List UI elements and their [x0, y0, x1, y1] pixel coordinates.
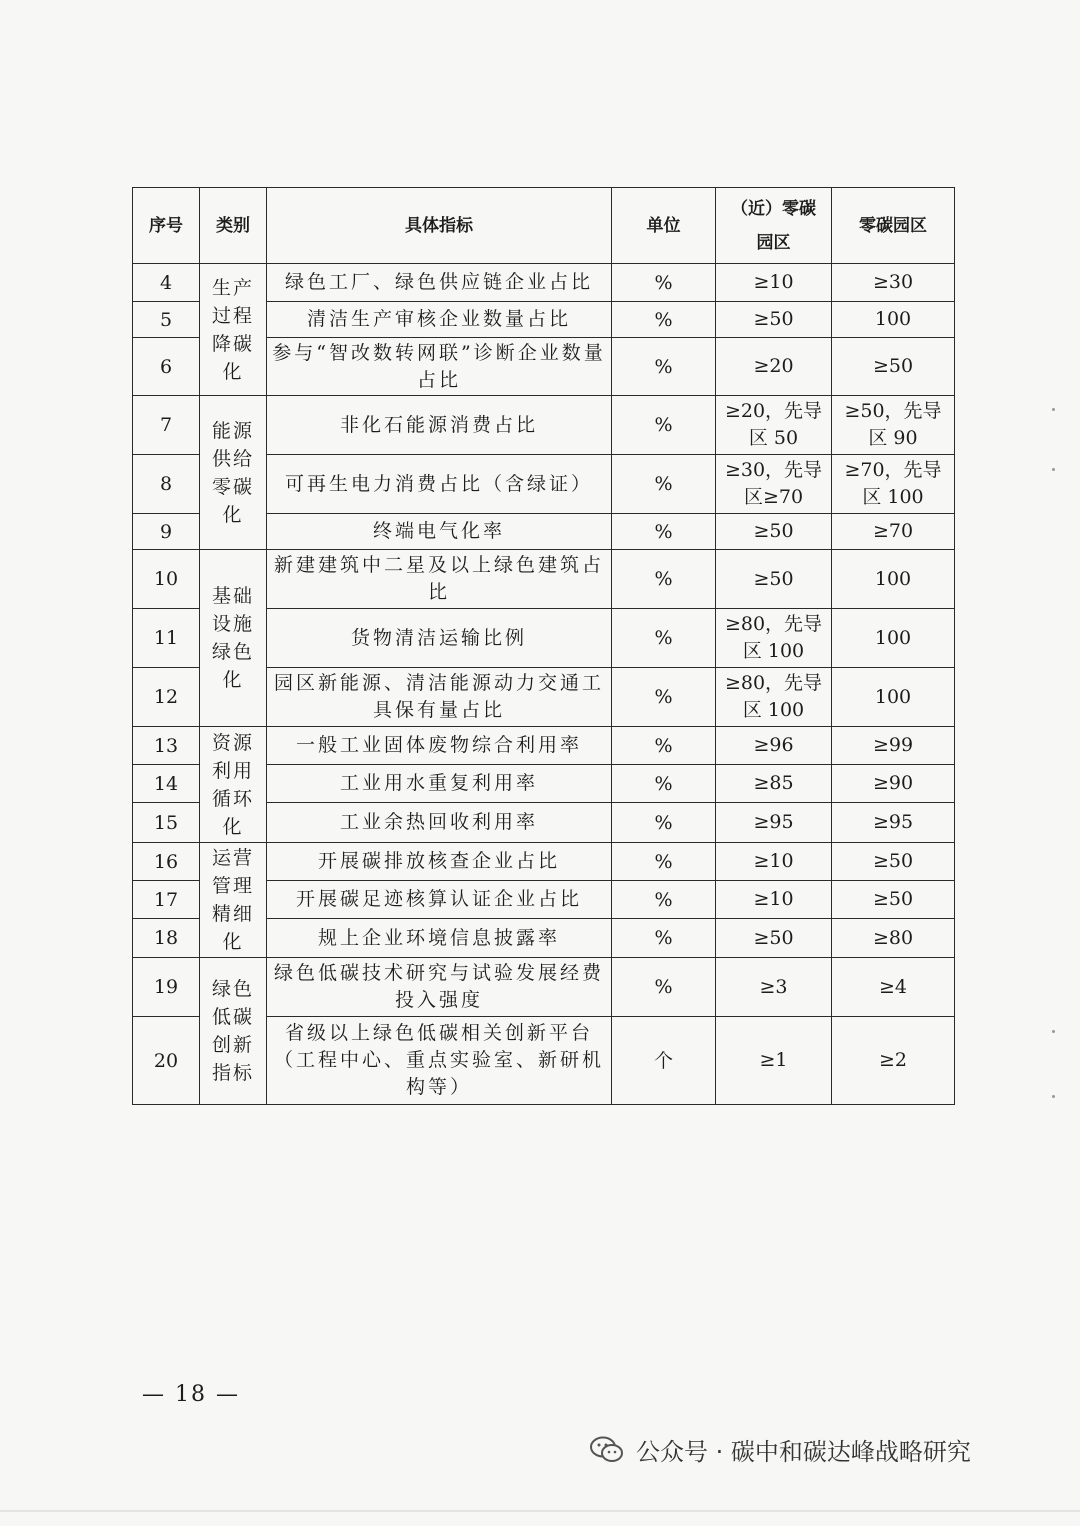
row-near-zero-target [716, 727, 832, 765]
row-near-zero-target [716, 550, 832, 609]
row-no: 16 [133, 843, 200, 881]
row-zero-target-line: ≥80 [872, 926, 914, 949]
category-line: 基础 [211, 585, 254, 607]
row-near-zero-target [716, 609, 832, 668]
category-line: 零碳 [211, 475, 254, 498]
category-line: 精细 [211, 903, 254, 925]
row-indicator-line: 开展碳足迹核算认证企业占比 [295, 888, 582, 910]
row-indicator-line: 占比 [416, 368, 461, 391]
row-indicator-line: （工程中心、重点实验室、新研机 [273, 1049, 604, 1071]
table-row [133, 958, 955, 1017]
row-indicator [267, 455, 612, 514]
row-category [200, 958, 267, 1105]
row-no: 13 [133, 727, 200, 765]
row-zero-target [832, 514, 955, 550]
row-indicator [267, 396, 612, 455]
scan-speck [1052, 408, 1055, 411]
category-line: 低碳 [211, 1006, 254, 1028]
category-line: 过程 [211, 304, 254, 327]
header-no: 序号 [133, 188, 200, 264]
category-line: 管理 [211, 875, 254, 897]
category-line: 化 [222, 815, 244, 838]
row-zero-target [832, 1017, 955, 1105]
row-unit: % [612, 455, 716, 514]
row-zero-target [832, 919, 955, 958]
header-near-zero-line2: 园区 [756, 232, 791, 253]
row-indicator [267, 727, 612, 765]
row-zero-target [832, 338, 955, 396]
table-header-row [133, 188, 955, 264]
row-indicator [267, 1017, 612, 1105]
row-unit: % [612, 396, 716, 455]
scan-speck [1052, 468, 1055, 471]
row-indicator-line: 构等） [405, 1076, 472, 1098]
row-category [200, 264, 267, 396]
row-no: 5 [133, 302, 200, 338]
row-unit: % [612, 765, 716, 803]
header-near-zero [716, 188, 832, 264]
row-indicator [267, 550, 612, 609]
category-line: 能源 [211, 419, 254, 442]
row-indicator [267, 919, 612, 958]
category-line: 生产 [211, 276, 254, 299]
row-unit: % [612, 668, 716, 727]
row-near-zero-target [716, 919, 832, 958]
row-indicator-line: 绿色低碳技术研究与试验发展经费 [273, 962, 604, 984]
row-zero-target-line: ≥70，先导 [844, 459, 942, 481]
row-near-zero-target-line: ≥20，先导 [724, 400, 823, 422]
row-near-zero-target [716, 881, 832, 919]
row-indicator-line: 清洁生产审核企业数量占比 [306, 308, 571, 330]
row-near-zero-target [716, 668, 832, 727]
row-indicator [267, 302, 612, 338]
row-zero-target-line: 区 90 [868, 427, 918, 449]
row-near-zero-target-line: ≥85 [753, 772, 794, 794]
row-indicator [267, 609, 612, 668]
category-line: 创新 [211, 1034, 254, 1056]
row-zero-target [832, 264, 955, 302]
row-unit: % [612, 609, 716, 668]
footer-text: 公众号 · 碳中和碳达峰战略研究 [636, 1438, 971, 1466]
row-indicator [267, 338, 612, 396]
category-line: 化 [222, 503, 244, 526]
category-line: 设施 [211, 613, 254, 635]
row-near-zero-target-line: ≥30，先导 [724, 459, 823, 481]
category-line: 降碳 [211, 332, 254, 355]
wechat-icon [590, 1436, 624, 1464]
row-unit: % [612, 843, 716, 881]
table-row [133, 727, 955, 765]
row-near-zero-target [716, 455, 832, 514]
row-zero-target-line: ≥50 [872, 850, 914, 872]
row-zero-target-line: 区 100 [862, 486, 924, 508]
row-near-zero-target [716, 514, 832, 550]
row-zero-target-line: ≥90 [872, 772, 914, 794]
row-near-zero-target-line: ≥50 [753, 520, 794, 542]
row-near-zero-target-line: ≥20 [753, 355, 794, 377]
row-zero-target [832, 881, 955, 919]
row-indicator-line: 投入强度 [394, 989, 483, 1011]
row-zero-target-line: ≥50 [872, 355, 914, 377]
table-row [133, 396, 955, 455]
row-indicator-line: 参与“智改数转网联”诊断企业数量 [272, 341, 606, 364]
row-zero-target [832, 668, 955, 727]
category-line: 绿色 [211, 978, 254, 1000]
row-zero-target-line: 100 [874, 567, 912, 590]
watermark-footer [590, 1432, 971, 1467]
row-unit: 个 [612, 1017, 716, 1105]
row-near-zero-target [716, 843, 832, 881]
row-near-zero-target-line: ≥10 [753, 850, 794, 872]
row-near-zero-target-line: 区 50 [748, 427, 799, 449]
row-unit: % [612, 881, 716, 919]
row-no: 17 [133, 881, 200, 919]
row-unit: % [612, 550, 716, 609]
row-unit: % [612, 338, 716, 396]
category-line: 化 [222, 669, 244, 691]
row-zero-target-line: ≥30 [872, 271, 914, 293]
row-unit: % [612, 727, 716, 765]
header-near-zero-line1: （近）零碳 [731, 198, 816, 219]
row-zero-target-line: ≥4 [878, 975, 907, 998]
header-zero: 零碳园区 [832, 188, 955, 264]
header-indicator: 具体指标 [267, 188, 612, 264]
row-no: 6 [133, 338, 200, 396]
category-line: 指标 [211, 1062, 254, 1084]
row-category [200, 550, 267, 727]
row-near-zero-target-line: 区≥70 [743, 486, 804, 508]
row-near-zero-target [716, 1017, 832, 1105]
row-indicator-line: 非化石能源消费占比 [339, 413, 538, 436]
row-zero-target-line: ≥95 [872, 811, 914, 833]
row-indicator [267, 881, 612, 919]
row-no: 7 [133, 396, 200, 455]
row-category [200, 843, 267, 958]
row-no: 12 [133, 668, 200, 727]
row-indicator-line: 省级以上绿色低碳相关创新平台 [284, 1022, 593, 1044]
row-zero-target-line: ≥50 [872, 888, 914, 910]
row-near-zero-target-line: ≥50 [753, 308, 794, 330]
row-indicator-line: 开展碳排放核查企业占比 [317, 850, 560, 872]
row-near-zero-target-line: ≥96 [753, 734, 794, 756]
category-line: 利用 [211, 759, 254, 782]
row-no: 20 [133, 1017, 200, 1105]
row-unit: % [612, 264, 716, 302]
row-indicator-line: 终端电气化率 [372, 520, 505, 542]
row-no: 4 [133, 264, 200, 302]
row-zero-target [832, 803, 955, 843]
row-no: 14 [133, 765, 200, 803]
row-near-zero-target-line: 区 100 [742, 640, 805, 662]
row-near-zero-target [716, 958, 832, 1017]
row-near-zero-target-line: ≥10 [753, 888, 794, 910]
row-near-zero-target [716, 765, 832, 803]
row-indicator-line: 货物清洁运输比例 [350, 626, 527, 649]
category-line: 资源 [211, 731, 254, 754]
row-unit: % [612, 302, 716, 338]
row-zero-target [832, 958, 955, 1017]
row-no: 18 [133, 919, 200, 958]
indicator-table [132, 187, 955, 1105]
table-row [133, 550, 955, 609]
row-zero-target-line: 100 [874, 685, 912, 708]
row-indicator-line: 园区新能源、清洁能源动力交通工 [273, 672, 604, 694]
row-zero-target [832, 550, 955, 609]
category-line: 化 [222, 360, 244, 383]
row-indicator [267, 765, 612, 803]
row-zero-target-line: 100 [874, 626, 912, 649]
row-near-zero-target-line: ≥95 [753, 811, 794, 833]
category-line: 化 [222, 931, 244, 953]
row-zero-target-line: ≥50，先导 [844, 400, 942, 422]
row-zero-target [832, 455, 955, 514]
row-zero-target-line: 100 [874, 308, 912, 330]
row-category [200, 396, 267, 550]
row-near-zero-target [716, 302, 832, 338]
row-near-zero-target [716, 264, 832, 302]
row-near-zero-target [716, 803, 832, 843]
row-no: 9 [133, 514, 200, 550]
row-zero-target-line: ≥99 [872, 734, 914, 756]
scan-speck [1052, 1030, 1055, 1033]
category-line: 循环 [211, 787, 254, 810]
row-indicator-line: 可再生电力消费占比（含绿证） [284, 472, 593, 495]
row-near-zero-target-line: ≥80，先导 [724, 613, 823, 635]
row-zero-target [832, 396, 955, 455]
row-indicator-line: 绿色工厂、绿色供应链企业占比 [284, 271, 593, 293]
row-zero-target [832, 843, 955, 881]
row-indicator-line: 工业用水重复利用率 [339, 772, 538, 794]
row-zero-target [832, 765, 955, 803]
row-near-zero-target [716, 396, 832, 455]
row-near-zero-target-line: ≥50 [753, 926, 794, 949]
row-no: 11 [133, 609, 200, 668]
row-indicator-line: 比 [427, 581, 450, 603]
row-unit: % [612, 514, 716, 550]
page-bottom-edge [0, 1510, 1080, 1512]
header-category: 类别 [200, 188, 267, 264]
row-no: 19 [133, 958, 200, 1017]
header-unit: 单位 [612, 188, 716, 264]
category-line: 绿色 [211, 641, 254, 663]
row-zero-target [832, 302, 955, 338]
row-zero-target [832, 609, 955, 668]
row-unit: % [612, 803, 716, 843]
row-no: 8 [133, 455, 200, 514]
row-indicator [267, 264, 612, 302]
row-indicator [267, 514, 612, 550]
row-indicator [267, 668, 612, 727]
row-zero-target [832, 727, 955, 765]
row-zero-target-line: ≥70 [872, 520, 914, 542]
row-indicator [267, 843, 612, 881]
row-unit: % [612, 919, 716, 958]
row-indicator [267, 958, 612, 1017]
row-indicator-line: 规上企业环境信息披露率 [317, 926, 560, 949]
row-near-zero-target [716, 338, 832, 396]
row-category [200, 727, 267, 843]
row-near-zero-target-line: ≥80，先导 [724, 672, 823, 694]
row-indicator [267, 803, 612, 843]
row-near-zero-target-line: ≥50 [753, 567, 794, 590]
row-near-zero-target-line: ≥1 [759, 1049, 788, 1071]
table-row [133, 843, 955, 881]
row-indicator-line: 具保有量占比 [372, 699, 505, 721]
scan-speck [1052, 1095, 1055, 1098]
category-line: 运营 [211, 847, 254, 869]
row-no: 10 [133, 550, 200, 609]
table-row [133, 264, 955, 302]
row-near-zero-target-line: ≥3 [759, 975, 788, 998]
row-indicator-line: 工业余热回收利用率 [339, 811, 538, 833]
row-near-zero-target-line: 区 100 [742, 699, 805, 721]
category-line: 供给 [211, 447, 254, 470]
row-indicator-line: 新建建筑中二星及以上绿色建筑占 [273, 554, 604, 576]
row-zero-target-line: ≥2 [878, 1049, 907, 1071]
row-indicator-line: 一般工业固体废物综合利用率 [295, 734, 582, 756]
row-unit: % [612, 958, 716, 1017]
page-number: — 18 — [142, 1382, 240, 1407]
row-no: 15 [133, 803, 200, 843]
row-near-zero-target-line: ≥10 [753, 271, 794, 293]
